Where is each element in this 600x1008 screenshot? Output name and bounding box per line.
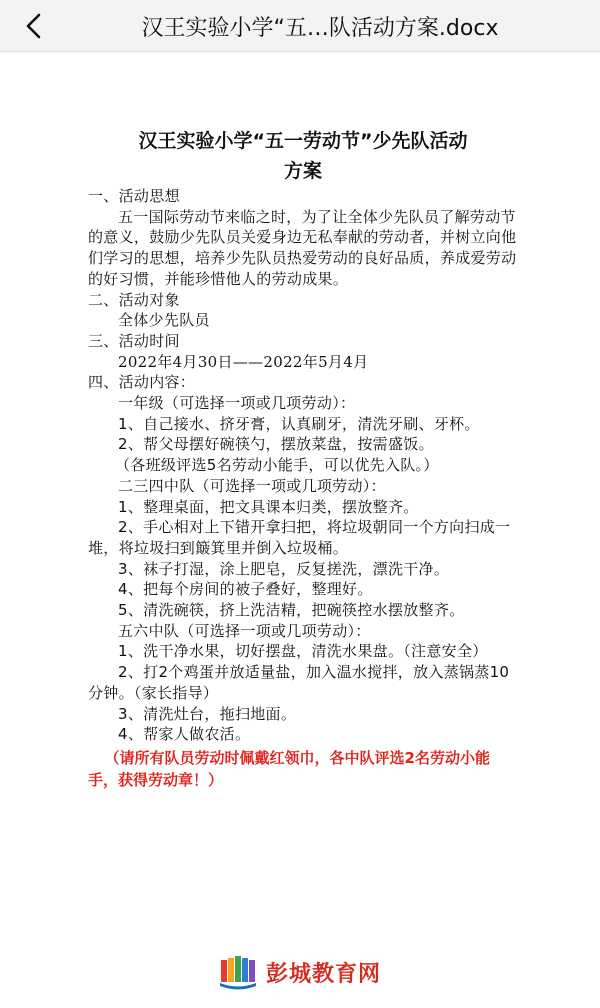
section-3-heading: 三、活动时间 [88,331,180,350]
section-2-heading: 二、活动对象 [88,290,180,309]
doc-title-line-2: 方案 [283,160,322,182]
red-notice: （请所有队员劳动时佩戴红领巾，各中队评选2名劳动小能手，获得劳动章！） [88,748,490,789]
chevron-left-icon [23,12,45,40]
section-4-heading: 四、活动内容： [88,373,196,392]
grade-3-heading: 五六中队（可选择一项或几项劳动）： [118,621,371,640]
back-button[interactable] [14,6,54,46]
list-item: 2、帮父母摆好碗筷勺，摆放菜盘，按需盛饭。 [118,435,434,454]
document-page [88,126,518,791]
list-item: 2、手心相对上下错开拿扫把，将垃圾朝同一个方向扫成一堆，将垃圾扫到簸箕里并倒入垃圾桶。 [88,518,511,557]
list-item: 4、帮家人做农活。 [118,725,251,744]
grade-2-heading: 二三四中队（可选择一项或几项劳动）： [118,476,386,495]
list-item: 1、洗干净水果，切好摆盘，清洗水果盘。（注意安全） [118,642,488,661]
list-item: 3、袜子打湿，涂上肥皂，反复搓洗，漂洗干净。 [118,559,450,578]
section-1-body: 五一国际劳动节来临之时，为了让全体少先队员了解劳动节的意义，鼓励少先队员关爱身边无私奉献的劳动者，并树立向他们学习的思想，培养少先队员热爱劳动的良好品质，养成爱劳动的好习惯，并能珍惜他人的劳动成果。 [88,207,517,288]
book-logo-icon [218,954,258,990]
doc-title-line-1: 汉王实验小学“五一劳动节”少先队活动 [138,130,468,152]
list-item: 2、打2个鸡蛋并放适量盐，加入温水搅拌，放入蒸锅蒸10分钟。（家长指导） [88,663,510,702]
doc-title [88,126,518,186]
top-bar [0,0,600,52]
list-item: 1、自己接水、挤牙膏，认真刷牙，清洗牙刷、牙杯。 [118,414,480,433]
list-item: 1、整理桌面，把文具课本归类，摆放整齐。 [118,497,419,516]
file-title: 汉王实验小学“五…队活动方案.docx [141,15,499,41]
site-logo [218,952,381,992]
section-3-body: 2022年4月30日——2022年5月4月 [118,352,369,371]
list-item: 4、把每个房间的被子叠好，整理好。 [118,580,373,599]
list-item: 5、清洗碗筷，挤上洗洁精，把碗筷控水摆放整齐。 [118,601,465,620]
list-item: 3、清洗灶台，拖扫地面。 [118,704,297,723]
grade-1-note: （各班级评选5名劳动小能手，可以优先入队。） [115,456,439,475]
grade-1-heading: 一年级（可选择一项或几项劳动）： [118,394,356,413]
section-1-heading: 一、活动思想 [88,187,180,205]
logo-text: 彭城教育网 [266,961,382,987]
section-2-body: 全体少先队员 [118,311,210,330]
